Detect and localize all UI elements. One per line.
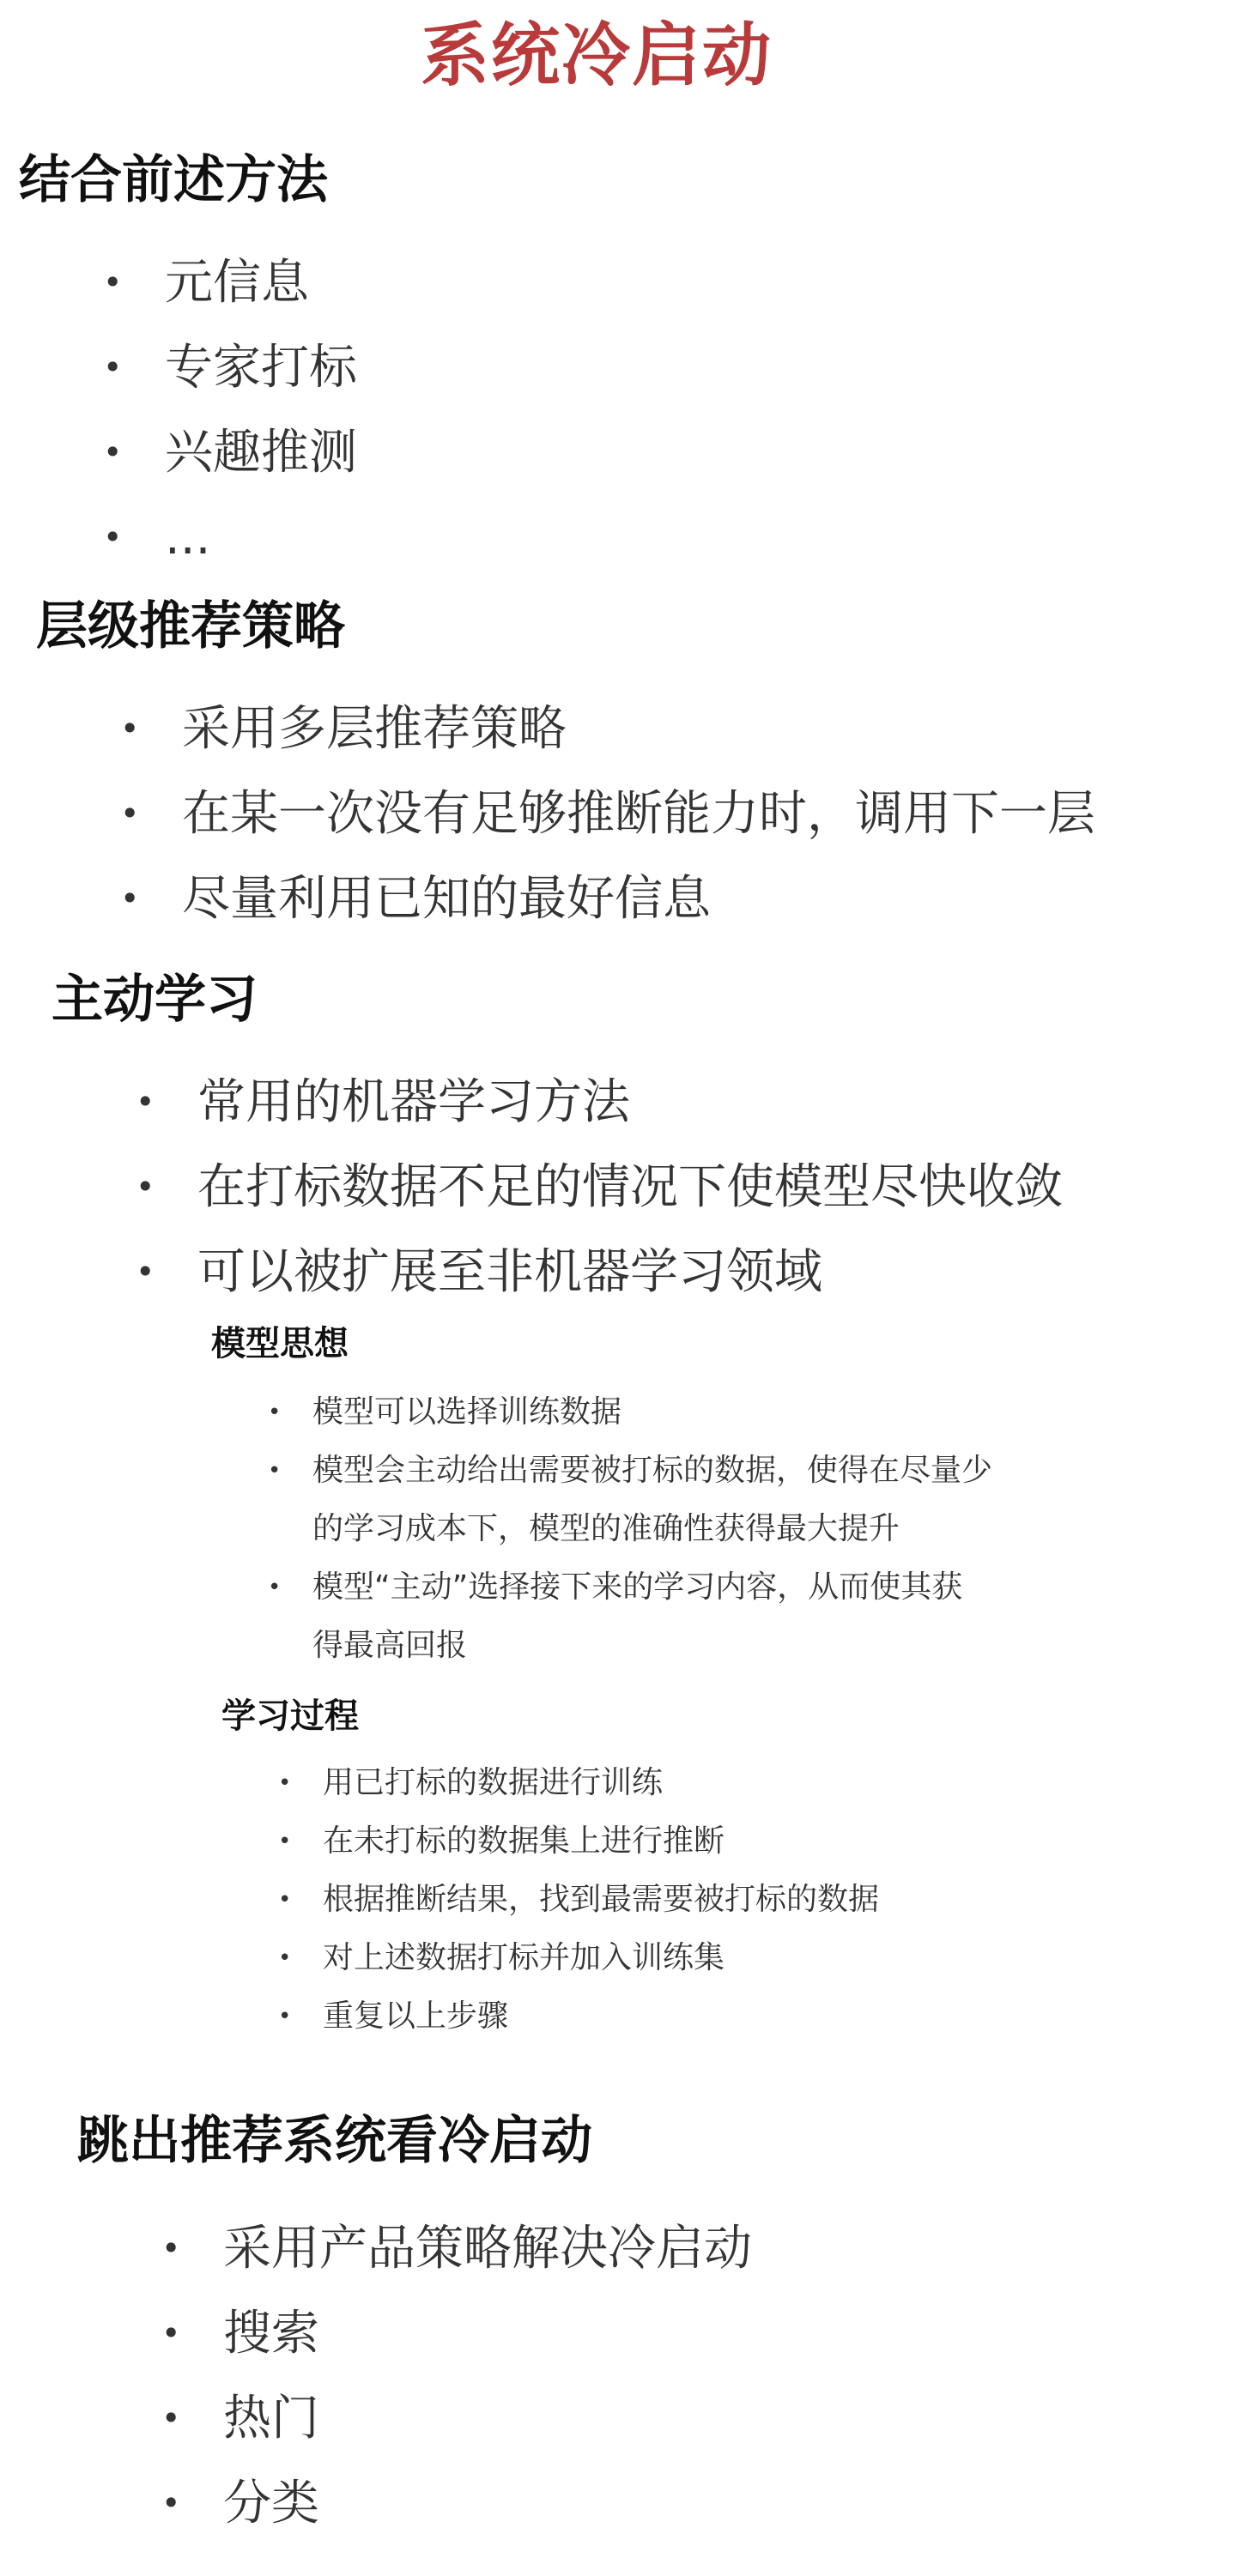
list-item-text: 模型会主动给出需要被打标的数据，使得在尽量少	[312, 1453, 993, 1488]
bullet-icon: •	[136, 1253, 155, 1291]
list-item	[278, 1754, 1063, 1812]
list-item-text: 模型“主动”选择接下来的学习内容，从而使其获	[312, 1569, 963, 1605]
bullet-icon: •	[103, 348, 123, 386]
list-item-text: 在未打标的数据集上进行推断	[323, 1823, 725, 1859]
list-item	[136, 1145, 1063, 1230]
list-item	[161, 2376, 752, 2461]
list-item	[278, 1871, 1063, 1929]
section-layered-strategy	[36, 592, 1095, 941]
page-title: 系统冷启动	[421, 15, 773, 95]
bullet-icon: •	[161, 2484, 181, 2522]
list-item-text: 专家打标	[165, 340, 357, 396]
list-item	[120, 686, 1095, 771]
list-item	[268, 1558, 1063, 1675]
subsection-heading: 模型思想	[211, 1324, 349, 1364]
subsection-list	[278, 1754, 1063, 2046]
bullet-icon: •	[103, 518, 123, 556]
list-item-text: 在某一次没有足够推断能力时，调用下一层	[182, 786, 1095, 842]
list-item-text: ...	[165, 510, 211, 565]
list-item-text: 分类	[223, 2476, 319, 2531]
bullet-icon: •	[161, 2229, 181, 2267]
list-item	[120, 856, 1095, 941]
bullet-icon: •	[268, 1400, 282, 1425]
section-list	[136, 1060, 1063, 1315]
list-item	[120, 771, 1095, 856]
bullet-icon: •	[278, 2004, 292, 2029]
subsection-list	[268, 1383, 1063, 1675]
subsection-heading: 学习过程	[221, 1696, 359, 1736]
list-item-text: 采用多层推荐策略	[182, 701, 567, 757]
list-item-text: 尽量利用已知的最好信息	[182, 871, 711, 927]
list-item-text: 采用产品策略解决冷启动	[223, 2221, 752, 2277]
subsection-learning-process	[221, 1692, 1063, 2046]
section-heading: 结合前述方法	[19, 150, 328, 210]
bullet-icon: •	[278, 1945, 292, 1971]
list-item-text: 在打标数据不足的情况下使模型尽快收敛	[197, 1159, 1063, 1215]
list-item-text-continued: 的学习成本下，模型的准确性获得最大提升	[312, 1511, 900, 1546]
bullet-icon: •	[136, 1083, 155, 1121]
list-item-text: 模型可以选择训练数据	[312, 1394, 622, 1430]
list-item	[136, 1230, 1063, 1315]
list-item	[161, 2461, 752, 2546]
bullet-icon: •	[120, 795, 140, 832]
bullet-icon: •	[120, 710, 140, 747]
section-beyond-recommendation	[77, 2107, 752, 2546]
subsection-model-idea	[211, 1320, 1063, 1675]
list-item-text: 可以被扩展至非机器学习领域	[197, 1244, 822, 1300]
list-item-text: 常用的机器学习方法	[197, 1074, 630, 1130]
section-heading: 主动学习	[52, 970, 258, 1030]
list-item	[103, 240, 357, 325]
list-item-text-continued: 得最高回报	[312, 1628, 468, 1663]
section-list	[103, 240, 357, 580]
list-item	[268, 1442, 1063, 1558]
list-item	[268, 1383, 1063, 1442]
bullet-icon: •	[278, 1829, 292, 1854]
section-active-learning	[52, 965, 1063, 2046]
list-item	[278, 1812, 1063, 1871]
list-item	[103, 495, 357, 580]
bullet-icon: •	[103, 433, 123, 471]
section-heading: 层级推荐策略	[36, 596, 345, 656]
list-item	[278, 1987, 1063, 2046]
list-item	[103, 410, 357, 495]
bullet-icon: •	[103, 263, 123, 301]
list-item	[103, 325, 357, 410]
bullet-icon: •	[161, 2399, 181, 2437]
list-item	[161, 2291, 752, 2376]
bullet-icon: •	[268, 1575, 282, 1600]
bullet-icon: •	[120, 880, 140, 917]
list-item-text: 重复以上步骤	[323, 1999, 509, 2034]
bullet-icon: •	[136, 1168, 155, 1206]
list-item-text: 元信息	[165, 255, 309, 311]
list-item	[161, 2206, 752, 2291]
section-combine-methods	[19, 146, 357, 580]
list-item-text: 热门	[223, 2391, 319, 2446]
bullet-icon: •	[278, 1887, 292, 1913]
list-item-text: 兴趣推测	[165, 425, 357, 481]
bullet-icon: •	[278, 1770, 292, 1796]
bullet-icon: •	[161, 2314, 181, 2352]
list-item-text: 对上述数据打标并加入训练集	[323, 1940, 725, 1975]
list-item	[136, 1060, 1063, 1145]
list-item-text: 根据推断结果，找到最需要被打标的数据	[323, 1882, 880, 1917]
list-item-text: 搜索	[223, 2306, 319, 2361]
list-item-text: 用已打标的数据进行训练	[323, 1765, 664, 1800]
section-list	[161, 2206, 752, 2546]
list-item	[278, 1929, 1063, 1987]
section-heading: 跳出推荐系统看冷启动	[77, 2111, 592, 2171]
bullet-icon: •	[268, 1458, 282, 1484]
section-list	[120, 686, 1095, 941]
